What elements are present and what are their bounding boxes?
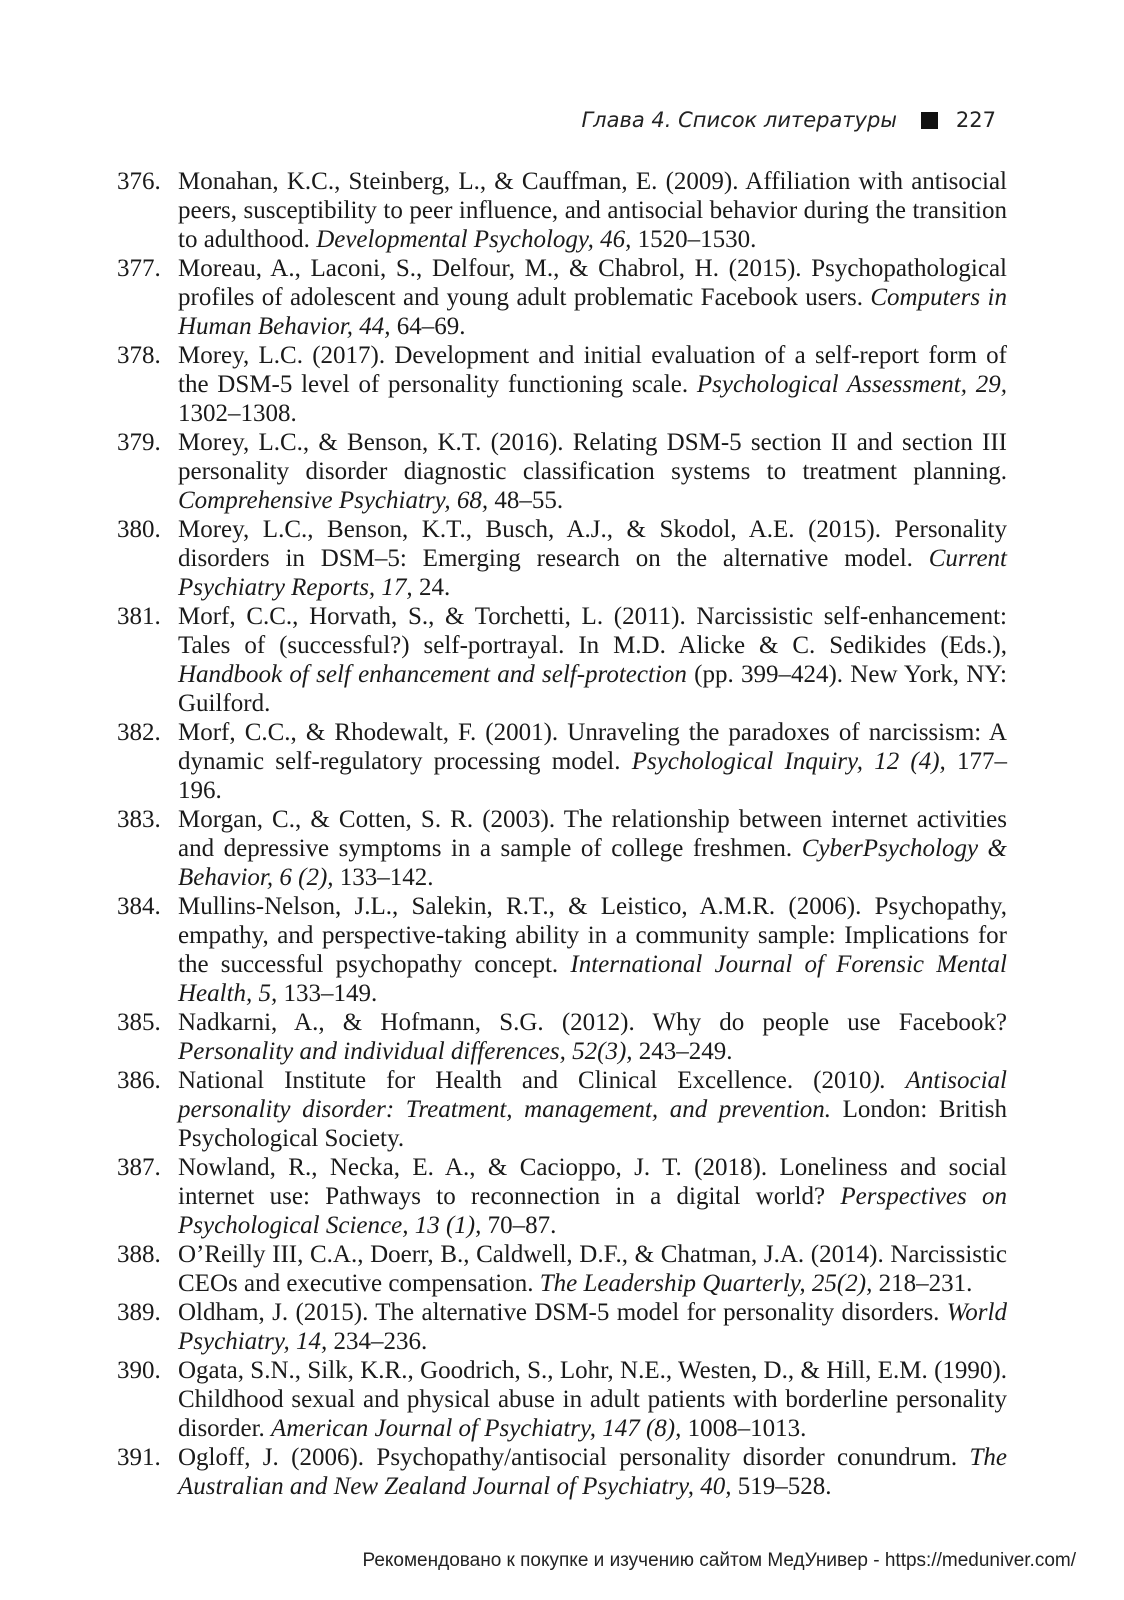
reference-number: 390. [117, 1357, 161, 1384]
reference-item [117, 515, 1007, 602]
reference-text: Morey, L.C., & Benson, K.T. (2016). Relating DSM-5 section II and section III personality disorder diagnostic classification systems to treatment planning. Comprehensive Psychiatry, 68, 48–55. [178, 429, 1007, 514]
reference-text: Morf, C.C., & Rhodewalt, F. (2001). Unraveling the paradoxes of narcissism: A dynamic self-regulatory processing model. Psychological Inquiry, 12 (4), 177–196. [178, 719, 1007, 804]
reference-text: Ogloff, J. (2006). Psychopathy/antisocial personality disorder conundrum. The Australian and New Zealand Journal of Psychiatry, 40, 519–528. [178, 1444, 1007, 1500]
reference-item [117, 1008, 1007, 1066]
reference-item [117, 1066, 1007, 1153]
footer-watermark: Рекомендовано к покупке и изучению сайтом МедУнивер - https://meduniver.com/ [362, 1550, 1076, 1571]
reference-text: Ogata, S.N., Silk, K.R., Goodrich, S., Lohr, N.E., Westen, D., & Hill, E.M. (1990). Childhood sexual and physical abuse in adult patients with borderline personality disorder. American Journal of Psychiatry, 147 (8), 1008–1013. [178, 1357, 1007, 1442]
reference-number: 376. [117, 168, 161, 195]
reference-text: Nadkarni, A., & Hofmann, S.G. (2012). Why do people use Facebook? Personality and individual differences, 52(3), 243–249. [178, 1009, 1007, 1065]
reference-text: Morey, L.C., Benson, K.T., Busch, A.J., & Skodol, A.E. (2015). Personality disorders in DSM–5: Emerging research on the alternative model. Current Psychiatry Reports, 17, 24. [178, 516, 1007, 601]
reference-number: 388. [117, 1241, 161, 1268]
reference-number: 389. [117, 1299, 161, 1326]
reference-number: 386. [117, 1067, 161, 1094]
reference-number: 378. [117, 342, 161, 369]
reference-item [117, 1240, 1007, 1298]
page-number: 227 [955, 108, 996, 132]
reference-number: 385. [117, 1009, 161, 1036]
reference-item [117, 167, 1007, 254]
reference-text: Morgan, C., & Cotten, S. R. (2003). The relationship between internet activities and depressive symptoms in a sample of college freshmen. CyberPsychology & Behavior, 6 (2), 133–142. [178, 806, 1007, 891]
reference-list [117, 167, 1007, 1501]
reference-number: 379. [117, 429, 161, 456]
reference-number: 382. [117, 719, 161, 746]
reference-text: Moreau, A., Laconi, S., Delfour, M., & Chabrol, H. (2015). Psychopathological profiles of adolescent and young adult problematic Facebook users. Computers in Human Behavior, 44, 64–69. [178, 255, 1007, 340]
reference-number: 384. [117, 893, 161, 920]
reference-text: Nowland, R., Necka, E. A., & Cacioppo, J. T. (2018). Loneliness and social internet use: Pathways to reconnection in a digital world? Perspectives on Psychological Science, 13 (1), 70–87. [178, 1154, 1007, 1239]
reference-item [117, 805, 1007, 892]
reference-number: 377. [117, 255, 161, 282]
reference-item [117, 1153, 1007, 1240]
reference-item [117, 602, 1007, 718]
reference-item [117, 1356, 1007, 1443]
reference-item [117, 1298, 1007, 1356]
reference-item [117, 254, 1007, 341]
chapter-title: Глава 4. Список литературы [581, 108, 897, 132]
running-header [581, 108, 996, 132]
reference-text: Monahan, K.C., Steinberg, L., & Cauffman, E. (2009). Affiliation with antisocial peers, susceptibility to peer influence, and antisocial behavior during the transition to adulthood. Developmental Psychology, 46, 1520–1530. [178, 168, 1007, 253]
reference-text: National Institute for Health and Clinical Excellence. (2010). Antisocial personality disorder: Treatment, management, and prevention. London: British Psychological Society. [178, 1067, 1007, 1152]
reference-text: Morf, C.C., Horvath, S., & Torchetti, L. (2011). Narcissistic self-enhancement: Tales of (successful?) self-portrayal. In M.D. Alicke & C. Sedikides (Eds.), Handbook of self enhancement and self-protection (pp. 399–424). New York, NY: Guilford. [178, 603, 1007, 717]
reference-text: Mullins-Nelson, J.L., Salekin, R.T., & Leistico, A.M.R. (2006). Psychopathy, empathy, and perspective-taking ability in a community sample: Implications for the successful psychopathy concept. International Journal of Forensic Mental Health, 5, 133–149. [178, 893, 1008, 1007]
reference-item [117, 718, 1007, 805]
reference-number: 383. [117, 806, 161, 833]
reference-item [117, 1443, 1007, 1501]
reference-text: O’Reilly III, C.A., Doerr, B., Caldwell, D.F., & Chatman, J.A. (2014). Narcissistic CEOs and executive compensation. The Leadership Quarterly, 25(2), 218–231. [178, 1241, 1007, 1297]
reference-item [117, 428, 1007, 515]
reference-number: 380. [117, 516, 161, 543]
reference-item [117, 892, 1007, 1008]
reference-item [117, 341, 1007, 428]
reference-text: Morey, L.C. (2017). Development and initial evaluation of a self-report form of the DSM-5 level of personality functioning scale. Psychological Assessment, 29, 1302–1308. [178, 342, 1007, 427]
reference-text: Oldham, J. (2015). The alternative DSM-5 model for personality disorders. World Psychiatry, 14, 234–236. [178, 1299, 1007, 1355]
reference-number: 387. [117, 1154, 161, 1181]
square-bullet-icon [921, 112, 938, 129]
reference-number: 381. [117, 603, 161, 630]
reference-number: 391. [117, 1444, 161, 1471]
